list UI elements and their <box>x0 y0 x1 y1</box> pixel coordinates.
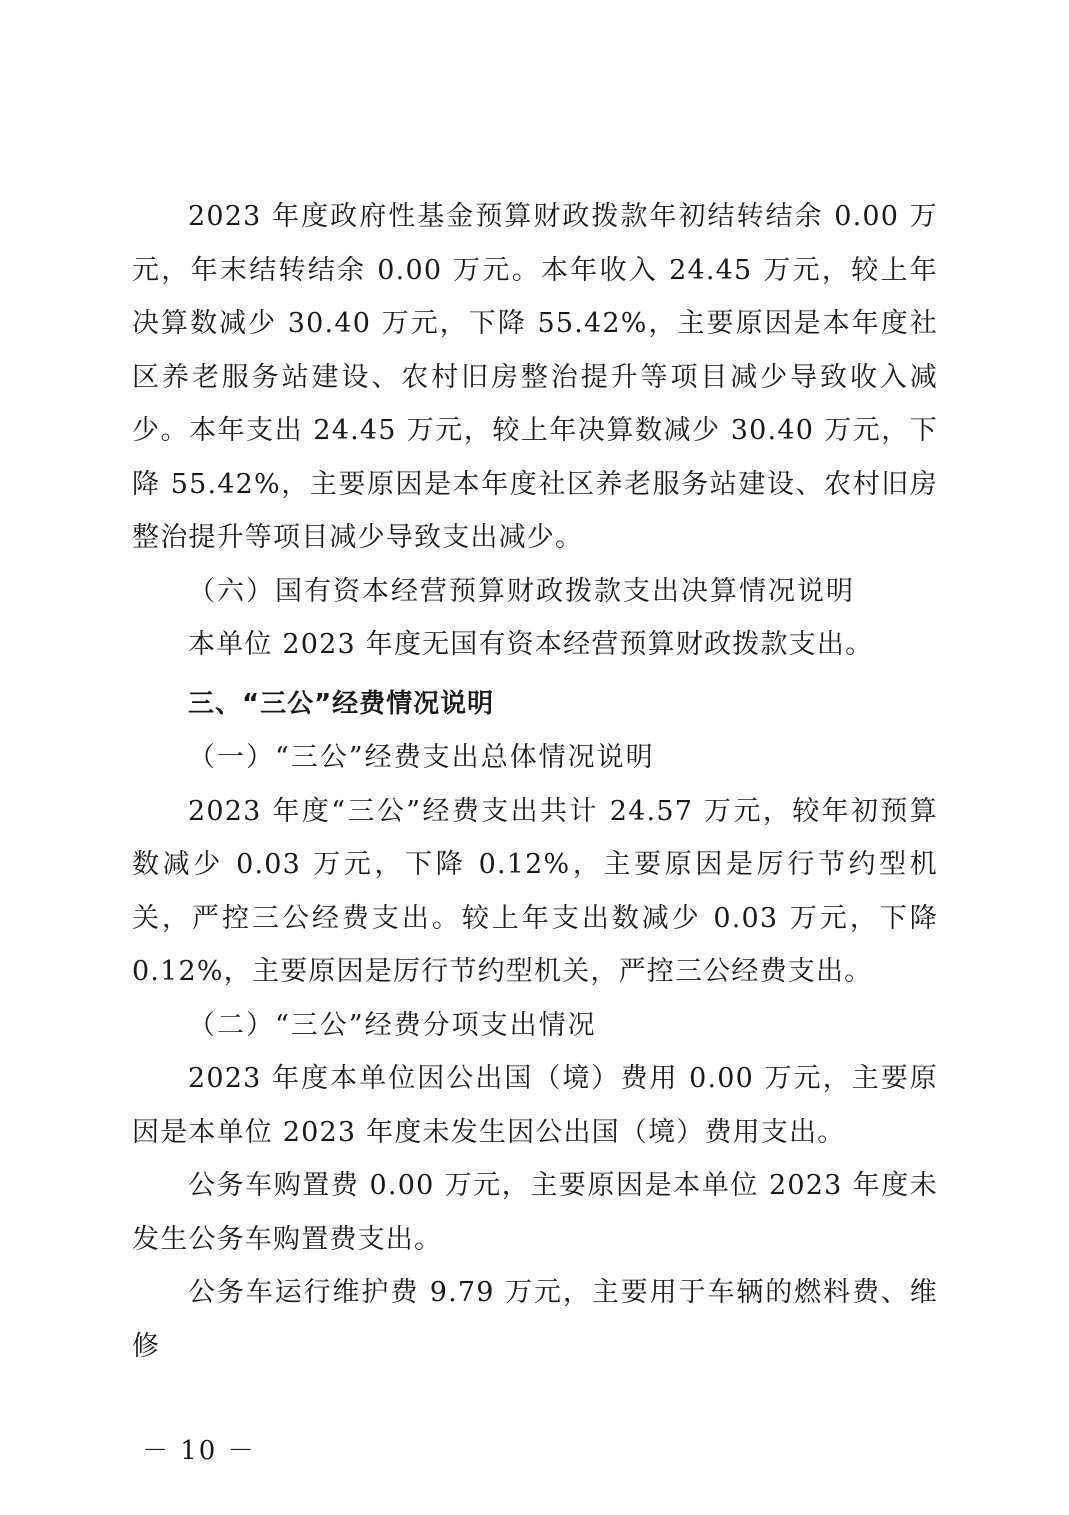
paragraph-overseas-travel: 2023 年度本单位因公出国（境）费用 0.00 万元，主要原因是本单位 2023 年度未发生因公出国（境）费用支出。 <box>132 1063 938 1148</box>
paragraph-three-public-overall: 2023 年度“三公”经费支出共计 24.57 万元，较年初预算数减少 0.03 万元，下降 0.12%，主要原因是厉行节约型机关，严控三公经费支出。较上年支出数减少 0.03 万元，下降 0.12%，主要原因是厉行节约型机关，严控三公经费支出。 <box>132 795 938 987</box>
paragraph-vehicle-maintenance: 公务车运行维护费 9.79 万元，主要用于车辆的燃料费、维修 <box>132 1277 938 1362</box>
paragraph-government-fund: 2023 年度政府性基金预算财政拨款年初结转结余 0.00 万元，年末结转结余 0.00 万元。本年收入 24.45 万元，较上年决算数减少 30.40 万元，下降 55.42%，主要原因是本年度社区养老服务站建设、农村旧房整治提升等项目减少导致收入减少。本年支出 24.45 万元，较上年决算数减少 30.40 万元，下降 55.42%，主要原因是本年度社区养老服务站建设、农村旧房整治提升等项目减少导致支出减少。 <box>132 201 938 553</box>
heading-state-capital: （六）国有资本经营预算财政拨款支出决算情况说明 <box>188 575 855 607</box>
heading-three-public-items: （二）“三公”经费分项支出情况 <box>188 1009 597 1041</box>
paragraph-state-capital: 本单位 2023 年度无国有资本经营预算财政拨款支出。 <box>188 629 874 660</box>
paragraph-vehicle-purchase: 公务车购置费 0.00 万元，主要原因是本单位 2023 年度未发生公务车购置费支出。 <box>132 1170 938 1255</box>
heading-three-public-overall: （一）“三公”经费支出总体情况说明 <box>188 742 655 773</box>
document-body <box>132 190 938 1373</box>
page-number: － 10 － <box>142 1436 256 1466</box>
heading-three-public: 三、“三公”经费情况说明 <box>188 688 495 719</box>
